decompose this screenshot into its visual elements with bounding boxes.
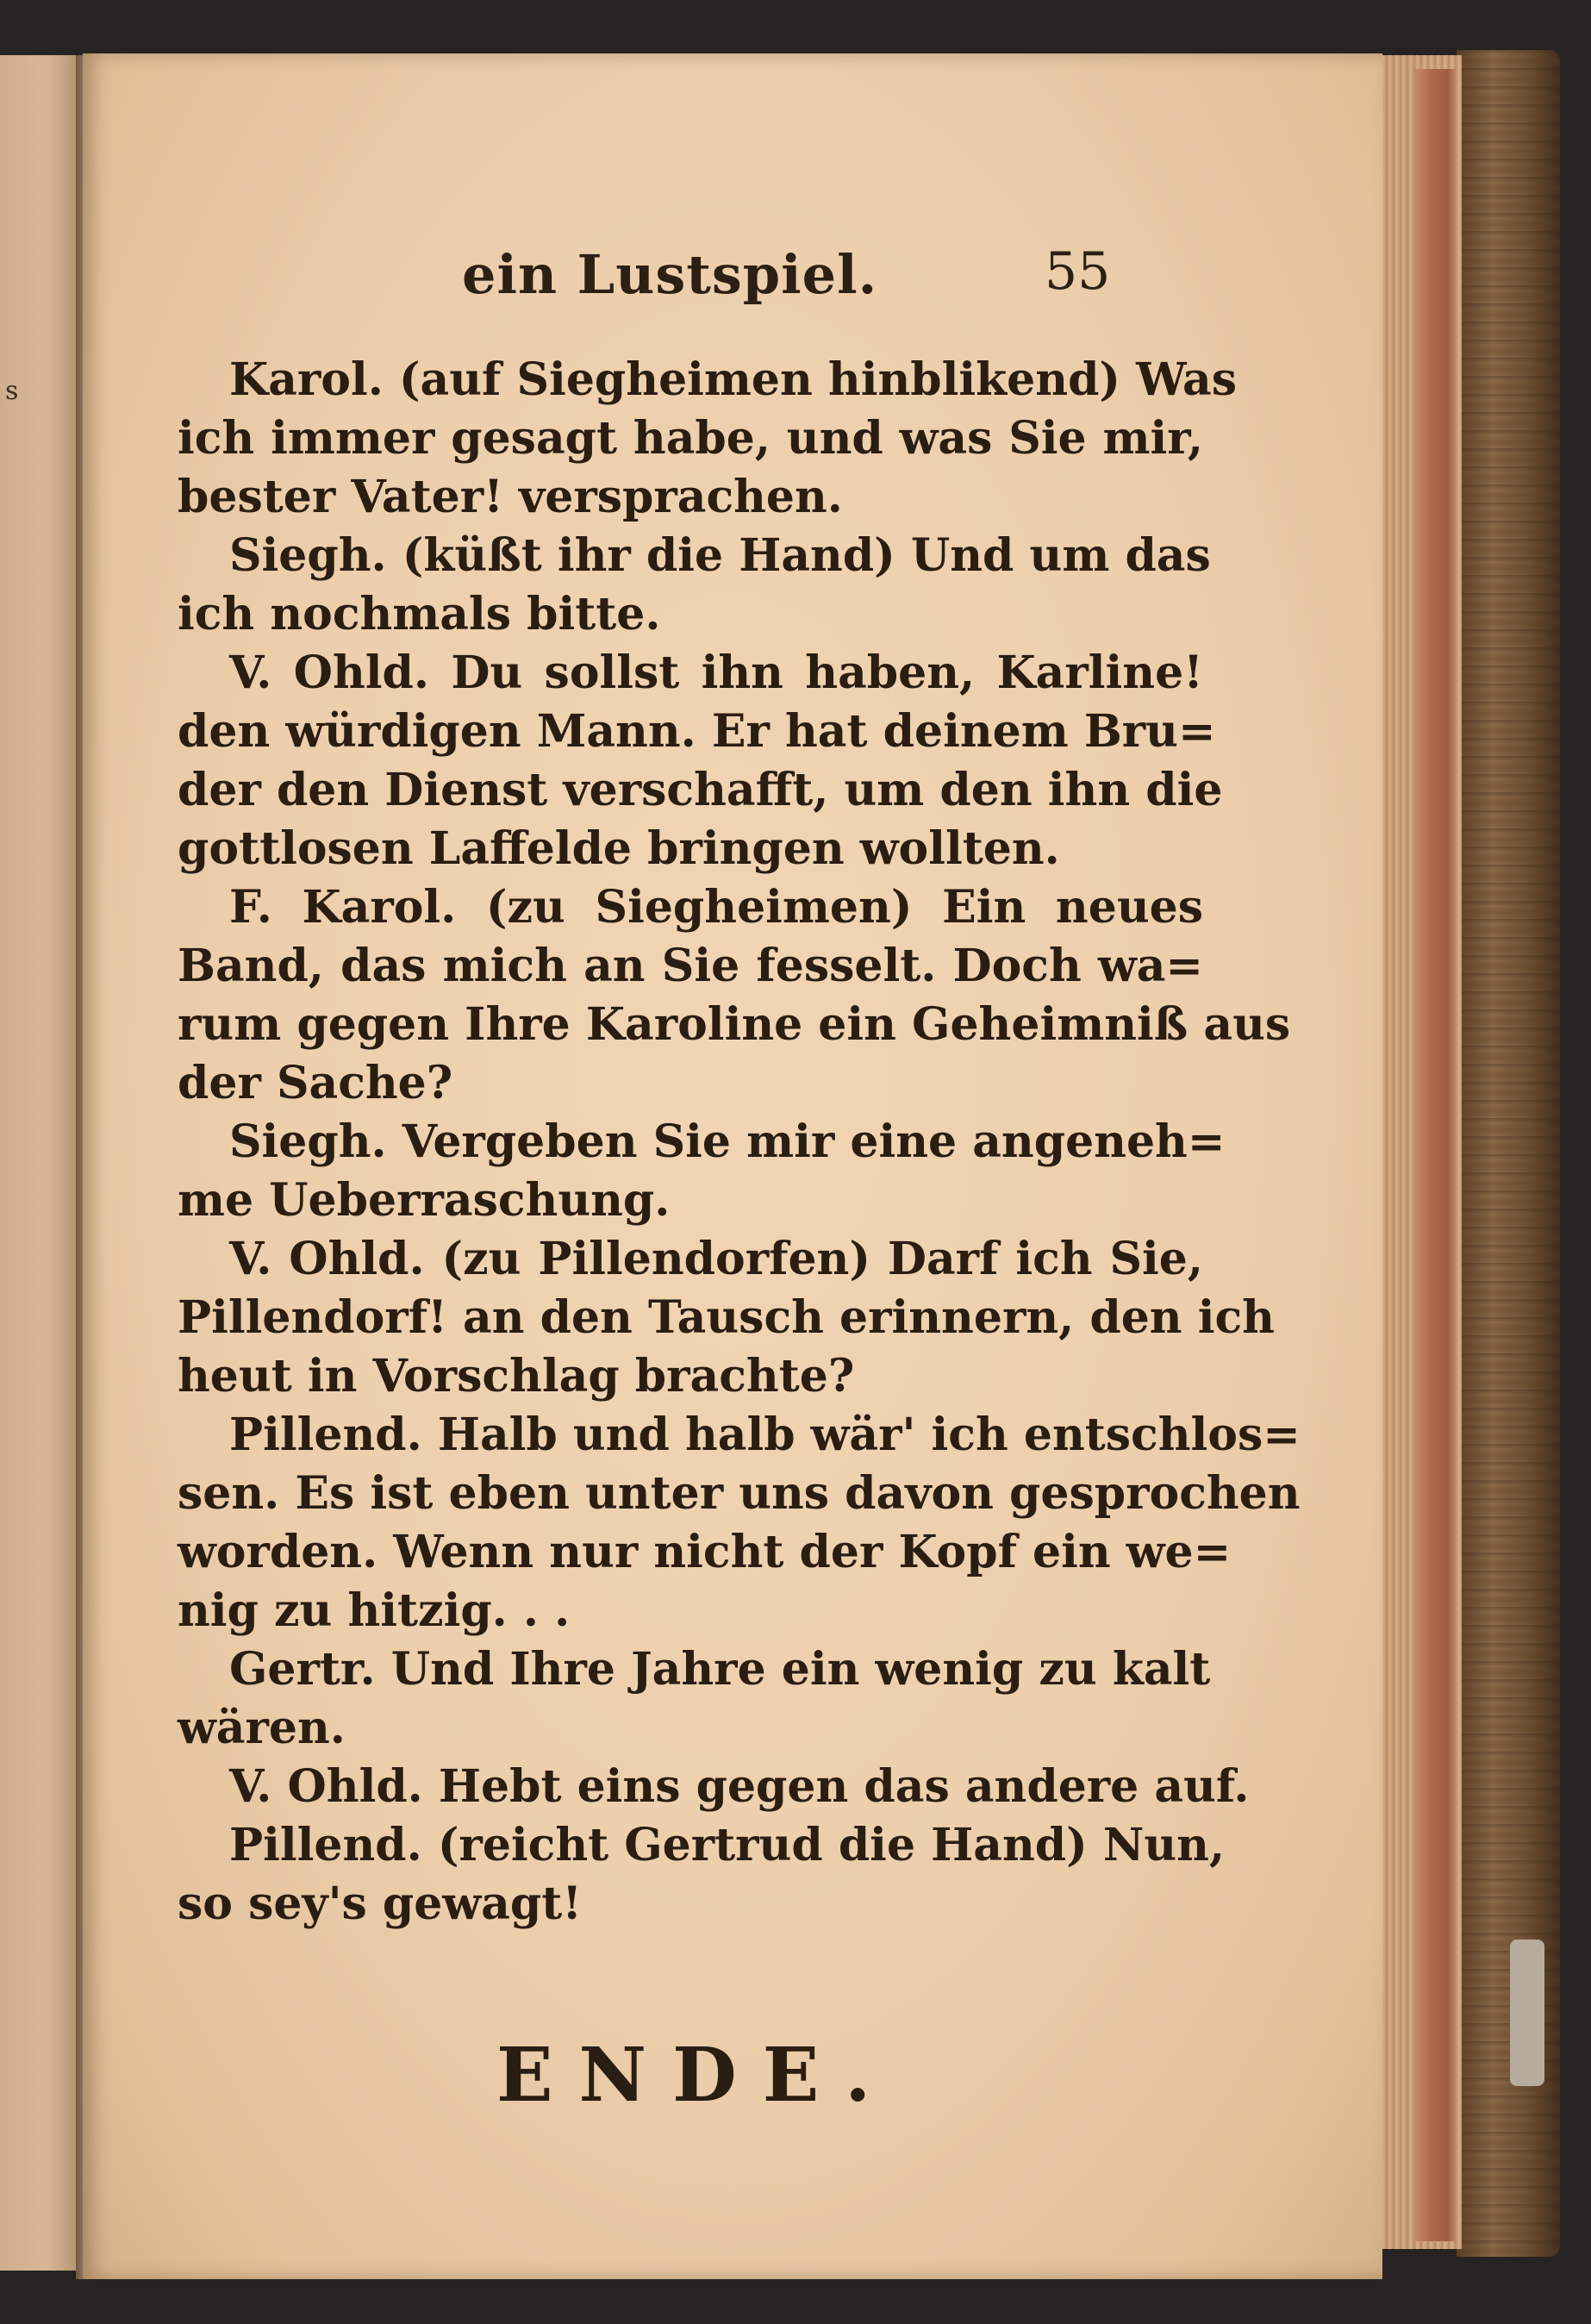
- text-line: heut in Vorschlag brachte?: [178, 1350, 855, 1403]
- text-line: bester Vater! versprachen.: [178, 471, 843, 523]
- text-line: den würdigen Mann. Er hat deinem Bru=: [178, 705, 1216, 758]
- text-line: Band, das mich an Sie fesselt. Doch wa=: [178, 940, 1203, 992]
- text-line: Pillendorf! an den Tausch erinnern, den ich: [178, 1291, 1275, 1344]
- text-line: ich immer gesagt habe, und was Sie mir,: [178, 412, 1203, 465]
- binding-tab: [1510, 1940, 1544, 2086]
- text-line: Pillend. (reicht Gertrud die Hand) Nun,: [229, 1819, 1226, 1871]
- red-page-edge: [1413, 69, 1457, 2241]
- text-line: V. Ohld. Hebt eins gegen das andere auf.: [229, 1760, 1250, 1813]
- text-line: Pillend. Halb und halb wär' ich entschlos=: [229, 1409, 1301, 1461]
- text-line: Siegh. (küßt ihr die Hand) Und um das: [229, 529, 1211, 582]
- text-line: V. Ohld. Du sollst ihn haben, Karline!: [229, 647, 1203, 699]
- text-line: ich nochmals bitte.: [178, 588, 661, 640]
- facing-page: [0, 55, 86, 2271]
- text-line: nig zu hitzig. . .: [178, 1584, 571, 1637]
- book-page: [83, 53, 1382, 2279]
- text-line: so sey's gewagt!: [178, 1877, 583, 1930]
- facing-page-mark: s: [5, 376, 19, 406]
- running-title: ein Lustspiel.: [462, 243, 878, 306]
- book-binding: [1457, 50, 1560, 2257]
- text-line: gottlosen Laffelde bringen wollten.: [178, 822, 1060, 875]
- ende-heading: ENDE.: [496, 2032, 897, 2119]
- text-line: wären.: [178, 1702, 346, 1754]
- text-line: Karol. (auf Siegheimen hinblikend) Was: [229, 353, 1237, 406]
- text-line: V. Ohld. (zu Pillendorfen) Darf ich Sie,: [229, 1233, 1203, 1285]
- text-line: der Sache?: [178, 1057, 453, 1109]
- text-line: der den Dienst verschafft, um den ihn die: [178, 764, 1223, 816]
- text-line: Siegh. Vergeben Sie mir eine angeneh=: [229, 1115, 1226, 1168]
- text-line: worden. Wenn nur nicht der Kopf ein we=: [178, 1526, 1232, 1578]
- running-head: [83, 217, 1382, 306]
- text-line: rum gegen Ihre Karoline ein Geheimniß aus: [178, 998, 1291, 1051]
- text-line: Gertr. Und Ihre Jahre ein wenig zu kalt: [229, 1643, 1211, 1696]
- text-line: F. Karol. (zu Siegheimen) Ein neues: [229, 881, 1203, 934]
- text-line: me Ueberraschung.: [178, 1174, 671, 1227]
- text-line: sen. Es ist eben unter uns davon gesprochen: [178, 1467, 1301, 1520]
- page-number: 55: [1045, 241, 1111, 302]
